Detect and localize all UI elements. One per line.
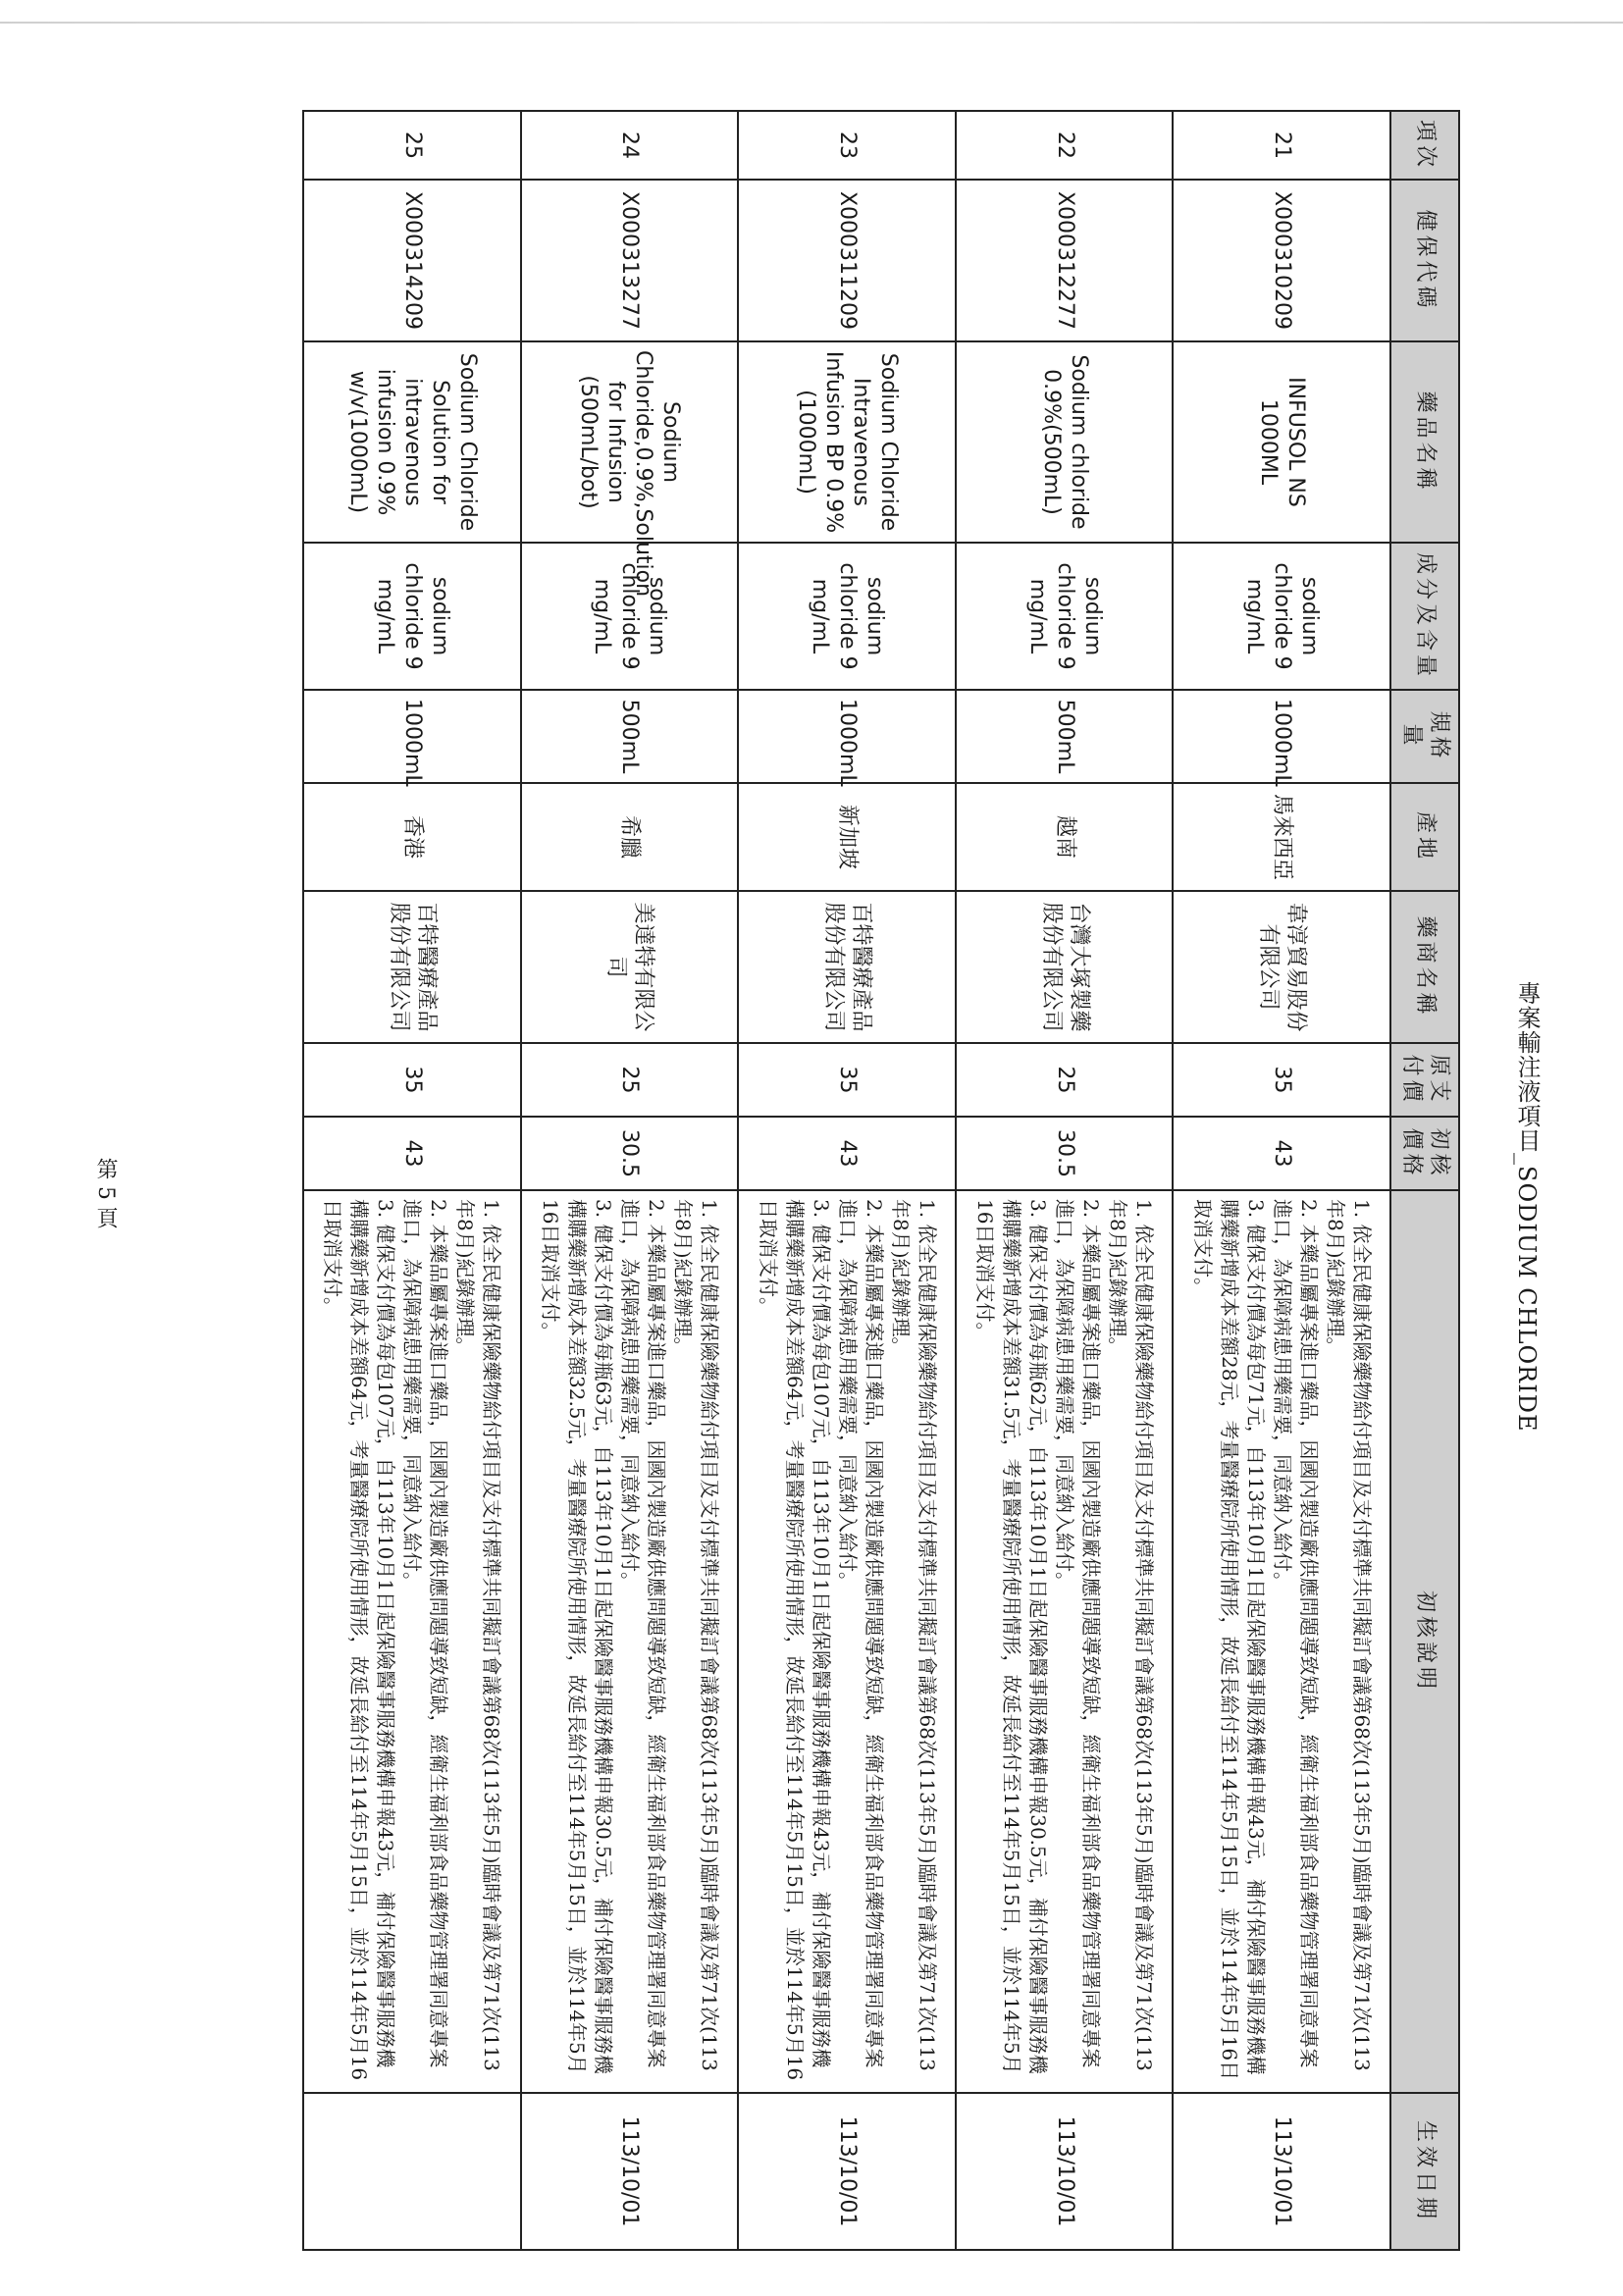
note-line: 3. 健保支付價為每瓶63元，自113年10月1日起保險醫事服務機構申報30.5元，補付保險醫事服務機構購藥新增成本差額32.5元，考量醫療院所使用情形，故延長給付至114年5月15日，並於114年5月16日取消支付。	[538, 1199, 615, 2074]
header-name: 藥品名稱	[1390, 341, 1459, 543]
note-line: 1. 依全民健康保險藥物給付項目及支付標準共同擬訂會議第68次(113年5月)臨時會議及第71次(113年8月)紀錄辦理。	[888, 1199, 939, 2071]
scan-edge	[0, 22, 1623, 24]
cell-item: 25	[303, 111, 521, 180]
cell-notes	[1173, 1190, 1390, 2093]
cell-code: X000314209	[303, 180, 521, 341]
note-line: 2. 本藥品屬專案進口藥品，因國內製造廠供應問題導致短缺，經衛生福利部食品藥物管理署同意專案進口，為保障病患用藥需要，同意納入給付。	[617, 1199, 668, 2068]
table-row	[1173, 111, 1390, 2250]
note-line: 1. 依全民健康保險藥物給付項目及支付標準共同擬訂會議第68次(113年5月)臨時會議及第71次(113年8月)紀錄辦理。	[1323, 1199, 1374, 2071]
header-new-price: 初核價格	[1390, 1117, 1459, 1190]
cell-code: X000311209	[738, 180, 956, 341]
table-row	[303, 111, 521, 2250]
cell-code: X000313277	[521, 180, 739, 341]
cell-origin: 希臘	[521, 783, 739, 891]
cell-name: Sodium chloride 0.9%(500mL)	[956, 341, 1174, 543]
cell-new-price: 43	[303, 1117, 521, 1190]
cell-orig-price: 35	[738, 1043, 956, 1117]
table-row	[956, 111, 1174, 2250]
drug-price-table	[302, 110, 1460, 2251]
cell-vendor: 百特醫療產品股份有限公司	[303, 891, 521, 1043]
cell-notes	[956, 1190, 1174, 2093]
cell-item: 21	[1173, 111, 1390, 180]
cell-vendor: 韋淳貿易股份有限公司	[1173, 891, 1390, 1043]
note-line: 2. 本藥品屬專案進口藥品，因國內製造廠供應問題導致短缺，經衛生福利部食品藥物管理署同意專案進口，為保障病患用藥需要，同意納入給付。	[1053, 1199, 1104, 2068]
cell-notes	[738, 1190, 956, 2093]
page-number: 第 5 頁	[93, 1158, 118, 1228]
cell-orig-price: 25	[521, 1043, 739, 1117]
header-size: 規格量	[1390, 690, 1459, 783]
cell-ingredient: sodium chloride 9 mg/mL	[738, 543, 956, 690]
note-line: 1. 依全民健康保險藥物給付項目及支付標準共同擬訂會議第68次(113年5月)臨時會議及第71次(113年8月)紀錄辦理。	[670, 1199, 721, 2071]
cell-size: 500mL	[956, 690, 1174, 783]
header-vendor: 藥商名稱	[1390, 891, 1459, 1043]
note-line: 1. 依全民健康保險藥物給付項目及支付標準共同擬訂會議第68次(113年5月)臨時會議及第71次(113年8月)紀錄辦理。	[453, 1199, 504, 2071]
document-title: 專案輸注液項目_SODIUM CHLORIDE	[1513, 981, 1541, 1433]
cell-code: X000312277	[956, 180, 1174, 341]
cell-orig-price: 35	[303, 1043, 521, 1117]
note-line: 2. 本藥品屬專案進口藥品，因國內製造廠供應問題導致短缺，經衛生福利部食品藥物管理署同意專案進口，為保障病患用藥需要，同意納入給付。	[400, 1199, 451, 2068]
note-line: 2. 本藥品屬專案進口藥品，因國內製造廠供應問題導致短缺，經衛生福利部食品藥物管理署同意專案進口，為保障病患用藥需要，同意納入給付。	[1270, 1199, 1321, 2068]
note-line: 3. 健保支付價為每包107元，自113年10月1日起保險醫事服務機構申報43元，補付保險醫事服務機構購藥新增成本差額64元，考量醫療院所使用情形，故延長給付至114年5月15日，並於114年5月16日取消支付。	[321, 1199, 398, 2081]
note-line: 3. 健保支付價為每包71元，自113年10月1日起保險醫事服務機構申報43元，補付保險醫事服務機構購藥新增成本差額28元，考量醫療院所使用情形，故延長給付至114年5月15日，並於114年5月16日取消支付。	[1190, 1199, 1268, 2081]
header-item: 項次	[1390, 111, 1459, 180]
cell-ingredient: sodium chloride 9 mg/mL	[303, 543, 521, 690]
table-row	[521, 111, 739, 2250]
cell-origin: 馬來西亞	[1173, 783, 1390, 891]
cell-effective	[303, 2093, 521, 2250]
cell-origin: 越南	[956, 783, 1174, 891]
cell-new-price: 30.5	[521, 1117, 739, 1190]
cell-name: Sodium Chloride Solution for intravenous infusion 0.9% w/v(1000mL)	[303, 341, 521, 543]
cell-code: X000310209	[1173, 180, 1390, 341]
cell-effective: 113/10/01	[956, 2093, 1174, 2250]
cell-item: 22	[956, 111, 1174, 180]
header-effective: 生效日期	[1390, 2093, 1459, 2250]
header-ingredient: 成分及含量	[1390, 543, 1459, 690]
cell-name: Sodium Chloride Intravenous Infusion BP 0.9%(1000mL)	[738, 341, 956, 543]
cell-ingredient: sodium chloride 9 mg/mL	[521, 543, 739, 690]
cell-new-price: 30.5	[956, 1117, 1174, 1190]
cell-new-price: 43	[1173, 1117, 1390, 1190]
table-container	[302, 110, 1460, 2249]
table-row	[738, 111, 956, 2250]
header-code: 健保代碼	[1390, 180, 1459, 341]
cell-size: 1000mL	[303, 690, 521, 783]
cell-ingredient: sodium chloride 9 mg/mL	[1173, 543, 1390, 690]
cell-item: 24	[521, 111, 739, 180]
cell-effective: 113/10/01	[738, 2093, 956, 2250]
cell-origin: 新加坡	[738, 783, 956, 891]
cell-orig-price: 35	[1173, 1043, 1390, 1117]
cell-origin: 香港	[303, 783, 521, 891]
cell-effective: 113/10/01	[521, 2093, 739, 2250]
header-orig-price: 原支付價	[1390, 1043, 1459, 1117]
cell-item: 23	[738, 111, 956, 180]
note-line: 3. 健保支付價為每包107元，自113年10月1日起保險醫事服務機構申報43元，補付保險醫事服務機構購藥新增成本差額64元，考量醫療院所使用情形，故延長給付至114年5月15日，並於114年5月16日取消支付。	[756, 1199, 833, 2081]
cell-notes	[303, 1190, 521, 2093]
cell-name: Sodium Chloride,0.9%,Solution for Infusion (500mL/bot)	[521, 341, 739, 543]
cell-name: INFUSOL NS 1000ML	[1173, 341, 1390, 543]
cell-vendor: 美達特有限公司	[521, 891, 739, 1043]
note-line: 2. 本藥品屬專案進口藥品，因國內製造廠供應問題導致短缺，經衛生福利部食品藥物管理署同意專案進口，為保障病患用藥需要，同意納入給付。	[835, 1199, 886, 2068]
table-header-row	[1390, 111, 1459, 2250]
cell-ingredient: sodium chloride 9 mg/mL	[956, 543, 1174, 690]
header-origin: 產地	[1390, 783, 1459, 891]
cell-effective: 113/10/01	[1173, 2093, 1390, 2250]
cell-size: 1000mL	[1173, 690, 1390, 783]
cell-vendor: 百特醫療產品股份有限公司	[738, 891, 956, 1043]
cell-size: 1000mL	[738, 690, 956, 783]
cell-orig-price: 25	[956, 1043, 1174, 1117]
cell-new-price: 43	[738, 1117, 956, 1190]
note-line: 3. 健保支付價為每瓶62元，自113年10月1日起保險醫事服務機構申報30.5元，補付保險醫事服務機構購藥新增成本差額31.5元，考量醫療院所使用情形，故延長給付至114年5月15日，並於114年5月16日取消支付。	[973, 1199, 1051, 2074]
cell-size: 500mL	[521, 690, 739, 783]
note-line: 1. 依全民健康保險藥物給付項目及支付標準共同擬訂會議第68次(113年5月)臨時會議及第71次(113年8月)紀錄辦理。	[1106, 1199, 1157, 2071]
cell-vendor: 台灣大塚製藥股份有限公司	[956, 891, 1174, 1043]
cell-notes	[521, 1190, 739, 2093]
header-notes: 初核說明	[1390, 1190, 1459, 2093]
